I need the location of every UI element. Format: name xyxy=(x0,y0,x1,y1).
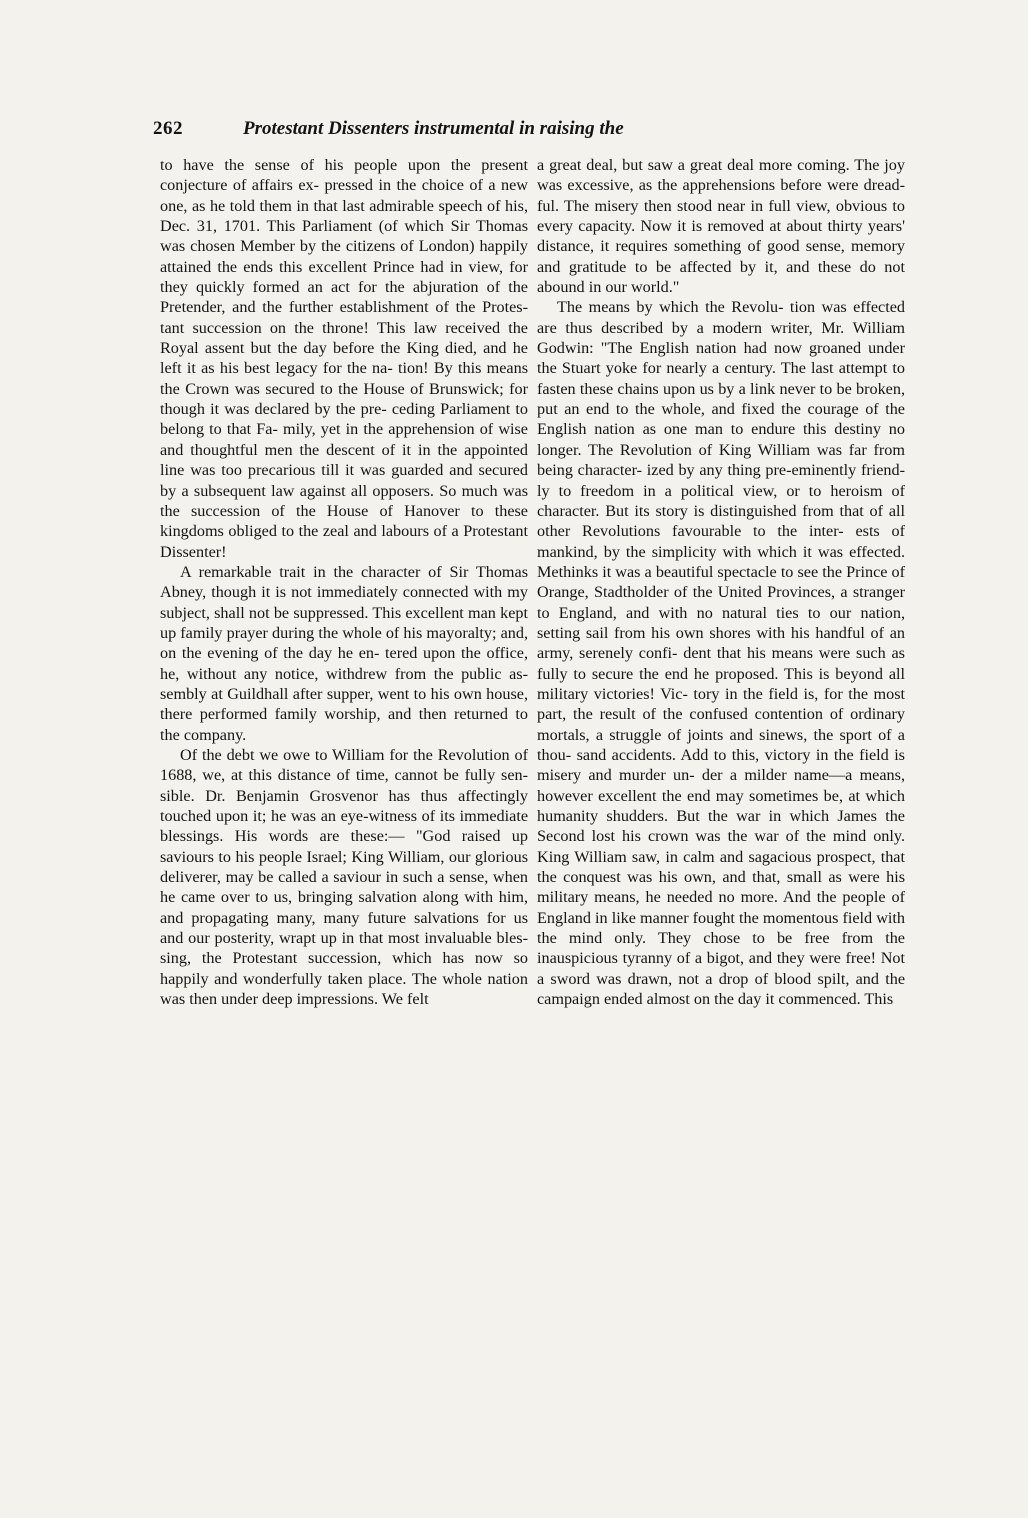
right-paragraph-2: The means by which the Revolu- tion was effected are thus described by a modern writer, Mr. William Godwin: "The English nation had now groaned under the Stuart yoke for nearly a century. The last attempt to fasten these chains upon us by a link never to be broken, put an end to the whole, and fixed the courage of the English nation as one man to endure this destiny no longer. The Revolution of King William was far from being character- ized by any thing pre-eminently friend- ly to freedom in a political view, or to heroism of character. But its story is distinguished from that of all other Revolutions favourable to the inter- ests of mankind, by the simplicity with which it was effected. Methinks it was a beautiful spectacle to see the Prince of Orange, Stadtholder of the United Provinces, a stranger to England, and with no natural ties to our nation, setting sail from his own shores with his handful of an army, serenely confi- dent that his means were such as fully to secure the end he proposed. This is beyond all military victories! Vic- tory in the field is, for the most part, the result of the confused contention of ordinary mortals, a struggle of joints and sinews, the sport of a thou- sand accidents. Add to this, victory in the field is misery and murder un- der a milder name—a means, however excellent the end may sometimes be, at which humanity shudders. But the war in which James the Second lost his crown was the war of the mind only. King William saw, in calm and sagacious prospect, that the conquest was his own, and that, small as were his military means, he needed no more. And the people of England in like manner fought the momentous field with the mind only. They chose to be free from the inauspicious tyranny of a bigot, and they were free! Not a sword was drawn, not a drop of blood spilt, and the campaign ended almost on the day it commenced. This xyxy=(537,298,905,1009)
left-paragraph-1: to have the sense of his people upon the present conjecture of affairs ex- pressed in the choice of a new one, as he told them in that last admirable speech of his, Dec. 31, 1701. This Parliament (of which Sir Thomas was chosen Member by the citizens of London) happily attained the ends this excellent Prince had in view, for they quickly formed an act for the abjuration of the Pretender, and the further establishment of the Protes- tant succession on the throne! This law received the Royal assent but the day before the King died, and he left it as his best legacy for the na- tion! By this means the Crown was secured to the House of Brunswick; for though it was declared by the pre- ceding Parliament to belong to that Fa- mily, yet in the apprehension of wise and thoughtful men the descent of it in the appointed line was too precarious till it was guarded and secured by a subsequent law against all opposers. So much was the succession of the House of Hanover to these kingdoms obliged to the zeal and labours of a Protestant Dissenter! xyxy=(160,156,528,561)
page-header xyxy=(153,118,913,148)
right-column xyxy=(537,155,905,1009)
right-paragraph-1: a great deal, but saw a great deal more coming. The joy was excessive, as the apprehensions before were dread- ful. The misery then stood near in full view, obvious to every capacity. Now it is removed at about thirty years' distance, it requires something of good sense, memory and gratitude to be affected by it, and these do not abound in our world." xyxy=(537,156,905,297)
left-paragraph-3: Of the debt we owe to William for the Revolution of 1688, we, at this distance of time, cannot be fully sen- sible. Dr. Benjamin Grosvenor has thus affectingly touched upon it; he was an eye-witness of its immediate blessings. His words are these:— "God raised up saviours to his people Israel; King William, our glorious deliverer, may be called a saviour in such a sense, when he came over to us, bringing salvation along with him, and propagating many, many future salvations for us and our posterity, wrapt up in that most invaluable bles- sing, the Protestant succession, which has now so happily and wonderfully taken place. The whole nation was then under deep impressions. We felt xyxy=(160,745,528,1009)
left-paragraph-2: A remarkable trait in the character of Sir Thomas Abney, though it is not immediately connected with my subject, shall not be suppressed. This excellent man kept up family prayer during the whole of his mayoralty; and, on the evening of the day he en- tered upon the office, he, without any notice, withdrew from the public as- sembly at Guildhall after supper, went to his own house, there performed family worship, and then returned to the company. xyxy=(160,562,528,744)
left-column xyxy=(160,155,528,1009)
page-number: 262 xyxy=(153,118,183,139)
running-head: Protestant Dissenters instrumental in raising the xyxy=(243,118,624,139)
